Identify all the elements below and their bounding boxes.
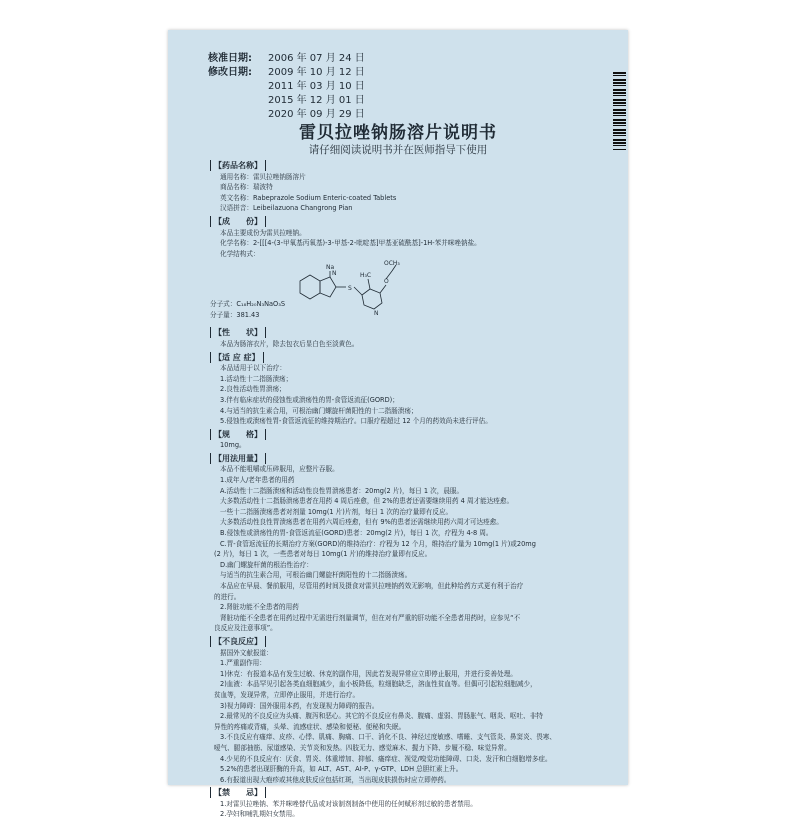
text-line: 本品为肠溶衣片，除去包衣后显白色至淡黄色。 [220,339,359,348]
section-properties [210,325,610,349]
section-header: 【药品名称】 [210,160,266,171]
text-line: 3.不良反应有瘙痒、皮疹、心悸、肌痛、胸痛、口干、消化不良、神经过度敏感、嗜睡、支气管炎、鼻窦炎、畏寒、 [220,733,556,742]
text-line: 本品不能咀嚼或压碎服用，应整片吞服。 [220,465,339,474]
structure-label-na: Na [326,264,335,272]
text-line: 2.孕妇和哺乳期妇女禁用。 [220,810,299,819]
text-line: 大多数活动性良性胃溃疡患者在用药六周后痊愈，但有 9%的患者还需继续用药六周才可达痊愈。 [220,518,503,527]
section-header: 【性 状】 [210,327,266,338]
structure-label-h3c: H₃C [360,272,372,280]
text-line: 1)休克：有报道本品有发生过敏、休克的副作用，因此若发现异常应立即停止服用，并进行妥善处理。 [220,669,517,678]
structure-label-o: O [384,278,389,286]
text-line: (2 片)，每日 1 次，一些患者对每日 10mg(1 片)的维持治疗量即有反应。 [214,550,432,559]
date-row: 2020 年 09 月 29 日 [268,109,365,120]
approval-dates [208,52,365,122]
document-subtitle: 请仔细阅读说明书并在医师指导下使用 [308,144,488,156]
structure-label-n2: N [374,310,379,318]
text-line: 据国外文献报道： [220,648,273,657]
text-line: B.侵蚀性或溃疡性的胃-食管返流征(GORD)患者：20mg(2 片)，每日 1 次，疗程为 4-8 周。 [220,529,493,538]
text-line: 商品名称：瑞波特 [220,183,273,192]
text-line: 5.2%的患者出现肝酶的升高，如 ALT、AST、AI-P、γ-GTP、LDH 总胆红素上升。 [220,765,463,774]
section-header: 【规 格】 [210,429,266,440]
text-line: 本品适用于以下治疗： [220,364,286,373]
text-line: 本品应在早晨、餐前服用，尽管用药时间及摄食对雷贝拉唑钠药效无影响，但此种给药方式更有利于治疗 [220,582,524,590]
section-adverse-reactions [210,634,610,785]
text-line: 英文名称：Rabeprazole Sodium Enteric-coated Tablets [220,193,397,202]
text-line: 异性的疼痛或背痛，头晕、流感症状、感染和便秘、便秘和失眠。 [214,722,406,731]
text-line: 肾脏功能不全患者在用药过程中无需进行剂量调节，但在对有严重的肝功能不全患者用药时，应参见“不 [220,613,521,622]
text-line: 贫血等，发现异常，立即停止服用，并进行治疗。 [214,690,360,699]
structure-label-s: S [348,285,352,293]
text-line: 10mg。 [220,441,246,450]
text-line: 1.严重副作用： [220,659,266,668]
text-line: 大多数活动性十二指肠溃疡患者在用药 4 周后痊愈，但 2%的患者还需要继续用药 4 周才能达痊愈。 [220,497,514,506]
text-line: 化学结构式： [220,249,260,258]
text-line: 3)视力障碍：国外服用本药，有发现视力障碍的报告。 [220,701,379,710]
section-header: 【用法用量】 [210,453,266,464]
structure-label-och3: OCH₃ [384,260,400,268]
text-line: 嗳气、腿部抽筋、尿道感染、关节炎和发热。四肢无力、感觉麻木、握力下降、步履不稳、味觉异常。 [214,743,511,752]
date-row: 2015 年 12 月 01 日 [268,95,365,106]
section-header: 【适 应 症】 [210,352,264,363]
text-line: 1.对雷贝拉唑钠、苯并咪唑替代品或对该制剂制备中使用的任何赋形剂过敏的患者禁用。 [220,799,477,808]
date-row: 核准日期: 2006 年 07 月 24 日 [208,53,365,64]
structure-label-n1: N [332,270,337,278]
section-composition [210,214,610,325]
text-line: 2.良性活动性胃溃疡； [220,385,286,394]
chemical-structure [210,259,610,325]
text-line: 1.活动性十二指肠溃疡； [220,374,293,383]
section-dosage [210,451,610,634]
text-line: D.幽门螺旋杆菌的根治性治疗： [220,560,313,569]
text-line: 良反应及注意事项”。 [214,624,277,633]
molecular-weight: 分子量：381.43 [210,310,260,319]
text-line: 通用名称：雷贝拉唑钠肠溶片 [220,172,306,181]
section-header: 【成 份】 [210,216,266,227]
text-line: 汉语拼音：Leibeilazuona Changrong Pian [220,204,353,213]
text-line: 与适当的抗生素合用，可根治幽门螺旋杆菌阳性的十二指肠溃疡。 [220,571,412,580]
section-drug-name [210,158,610,214]
text-line: 的进行。 [214,592,241,601]
text-line: 4.少见的不良反应有：厌食、胃炎、体重增加、抑郁、瘙痒症、视觉/嗅觉功能障碍、口炎、发汗和白细胞增多症。 [220,754,552,763]
text-line: 3.伴有临床症状的侵蚀性或溃疡性的胃-食管返流征(GORD)； [220,395,399,404]
text-line: 6.有报道出现大疱疹或其他皮肤反应包括红斑，当出现皮肤损伤时应立即停药。 [220,775,451,784]
text-line: 化学名称：2-[[[4-(3-甲氧基丙氧基)-3-甲基-2-吡啶基]甲基亚硫酰基]-1H-苯并咪唑钠盐。 [220,239,481,248]
section-header: 【不良反应】 [210,636,266,647]
text-line: A.活动性十二指肠溃疡和活动性良性胃溃疡患者：20mg(2 片)，每日 1 次，晨服。 [220,486,464,495]
date-row: 修改日期: 2009 年 10 月 12 日 [208,67,365,78]
text-line: 4.与适当的抗生素合用，可根治幽门螺旋杆菌阳性的十二指肠溃疡； [220,406,418,415]
text-line: 一些十二指肠溃疡患者对剂量 10mg(1 片)片剂，每日 1 次的治疗量即有反应。 [220,507,453,516]
document-body [210,158,610,820]
formula-block [210,299,285,320]
section-spec [210,427,610,451]
text-line: C.胃-食管返流征的长期治疗方案(GORD)的维持治疗：疗程为 12 个月，维持治疗量为 10mg(1 片)或20mg [220,539,536,548]
molecular-formula: 分子式：C₁₈H₂₀N₃NaO₃S [210,300,286,309]
text-line: 本品主要成份为雷贝拉唑钠。 [220,228,306,237]
text-line: 5.侵蚀性或溃疡性胃-食管返流征的维持期治疗。口服疗程超过 12 个月的药效尚未进行评估。 [220,417,492,426]
package-insert-paper [168,30,628,819]
text-line: 2.最常见的不良反应为头痛、腹泻和恶心。其它的不良反应有鼻炎、腹痛、虚弱、胃肠胀气、咽炎、呕吐、非特 [220,712,543,721]
section-header: 【禁 忌】 [210,787,266,798]
date-row: 2011 年 03 月 10 日 [268,81,365,92]
text-line: 1.成年人/老年患者的用药 [220,476,295,485]
text-line: 2)血液：本品罕见引起各类血细胞减少，血小板降低，粒细胞缺乏，溶血性贫血等。但偶可引起粒细胞减少， [220,680,537,689]
text-line: 2.肾脏功能不全患者的用药 [220,603,299,612]
document-title: 雷贝拉唑钠肠溶片说明书 [299,123,497,143]
section-indications [210,350,610,427]
section-contraindications [210,785,610,820]
